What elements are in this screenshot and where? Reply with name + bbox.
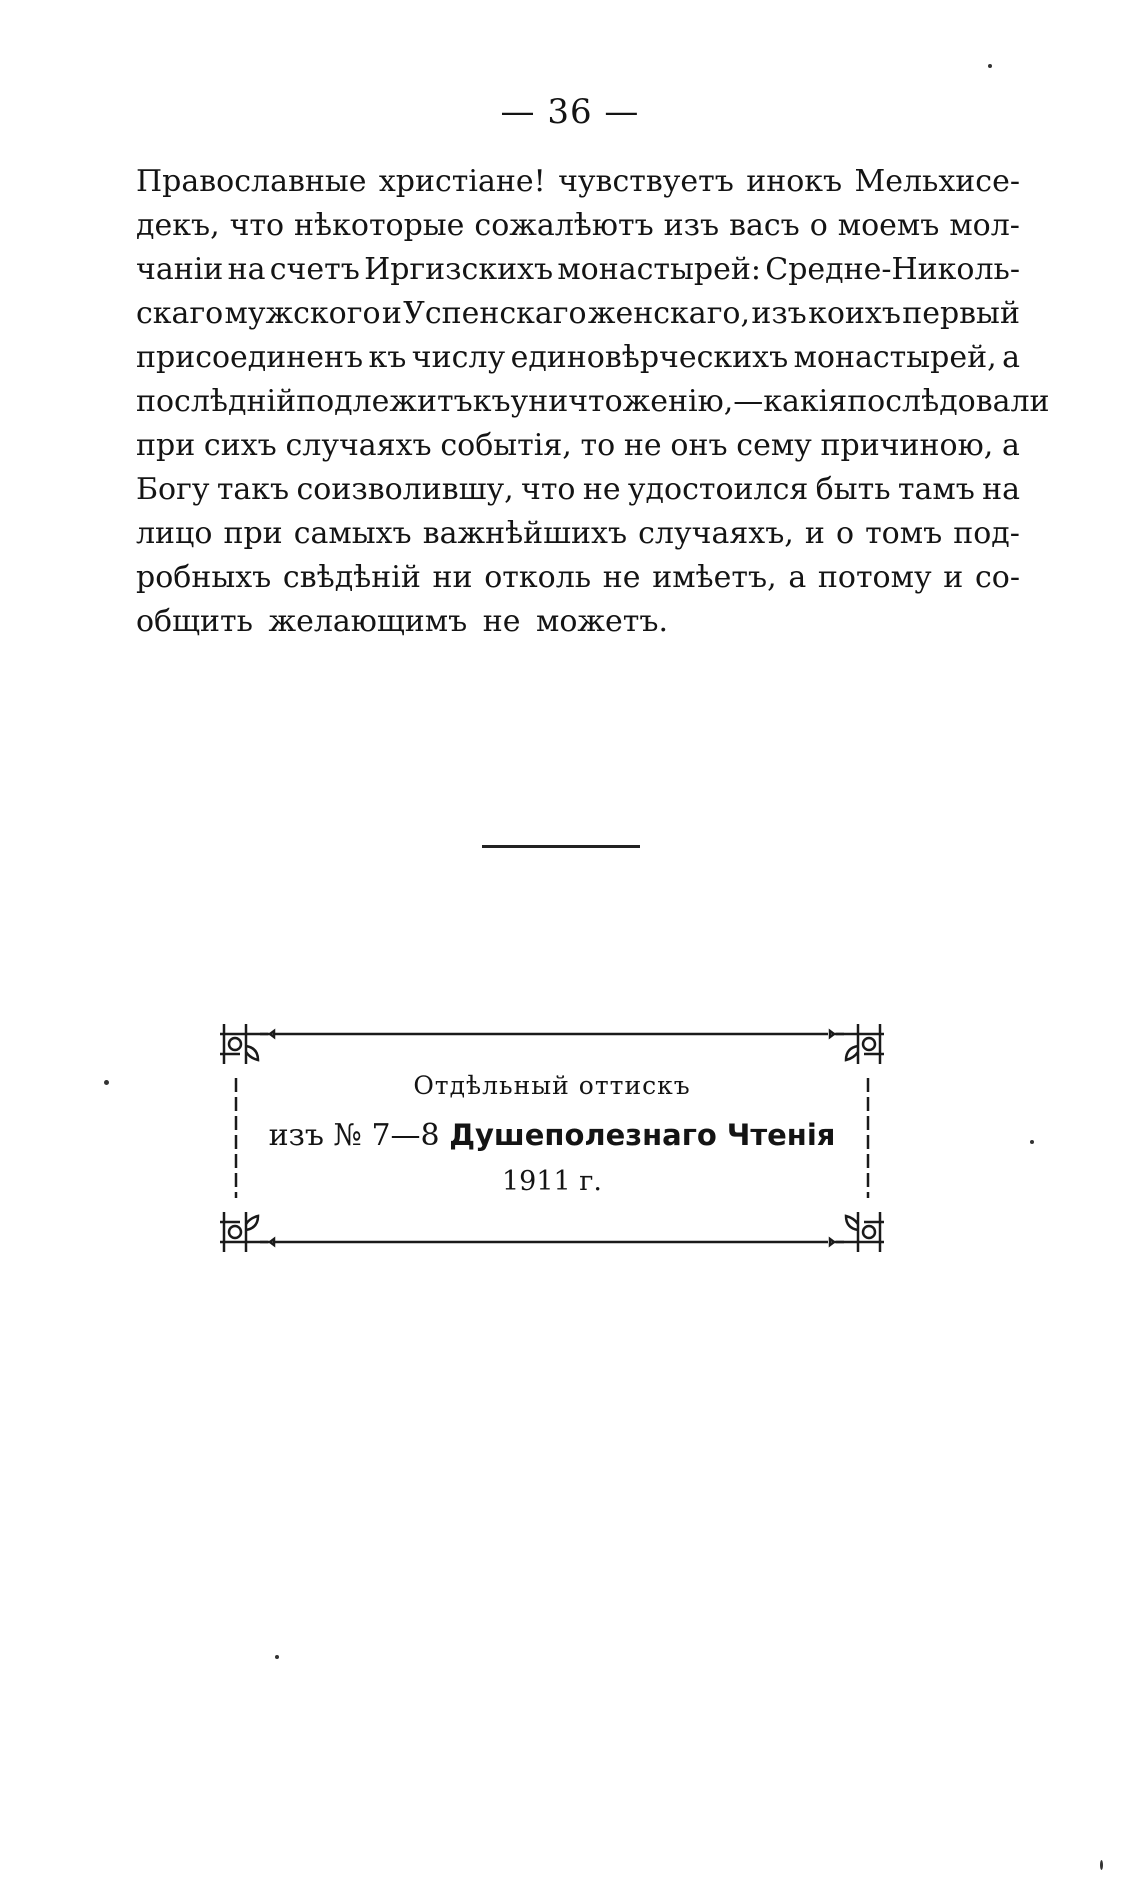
imprint-text bbox=[216, 1062, 888, 1204]
imprint-line-offprint: Отдѣльный оттискъ bbox=[413, 1071, 691, 1100]
scan-speck bbox=[1030, 1140, 1034, 1144]
page-number: — 36 — bbox=[500, 92, 640, 132]
scan-speck bbox=[1100, 1860, 1103, 1870]
scan-speck bbox=[104, 1080, 109, 1085]
imprint-frame bbox=[216, 1020, 888, 1255]
scan-speck bbox=[275, 1655, 279, 1659]
text-line: робныхъ свѣдѣній ни отколь не имѣетъ, а потому и со- bbox=[136, 560, 1020, 595]
text-line: декъ, что нѣкоторые сожалѣютъ изъ васъ о моемъ мол- bbox=[136, 208, 1020, 243]
separator-rule bbox=[482, 845, 640, 848]
text-line: скаго мужского и Успенскаго женскаго, изъ коихъ первый bbox=[136, 296, 1020, 331]
corner-ornament-bottom-right bbox=[830, 1212, 884, 1252]
imprint-issue: изъ № 7—8 bbox=[268, 1118, 440, 1153]
body-text bbox=[136, 160, 1050, 644]
text-line: Православные христiане! чувствуетъ инокъ Мельхисе- bbox=[136, 164, 1020, 199]
scan-speck bbox=[988, 64, 992, 68]
corner-ornament-top-right bbox=[830, 1024, 884, 1064]
text-line: чаніи на счетъ Иргизскихъ монастырей: Средне-Николь- bbox=[136, 252, 1020, 287]
text-line: послѣдній подлежитъ къ уничтоженію,—какія послѣдовали bbox=[136, 384, 1050, 419]
text-line: присоединенъ къ числу единовѣрческихъ монастырей, а bbox=[136, 340, 1020, 375]
corner-ornament-bottom-left bbox=[220, 1212, 274, 1252]
imprint-line-source bbox=[216, 1110, 888, 1160]
corner-ornament-top-left bbox=[220, 1024, 274, 1064]
text-line: общить желающимъ не можетъ. bbox=[136, 604, 668, 639]
text-line: лицо при самыхъ важнѣйшихъ случаяхъ, и о томъ под- bbox=[136, 516, 1020, 551]
imprint-journal-title: Душеполезнаго Чтенія bbox=[449, 1118, 836, 1152]
text-line: при сихъ случаяхъ событія, то не онъ сему причиною, а bbox=[136, 428, 1020, 463]
imprint-year: 1911 г. bbox=[501, 1166, 603, 1197]
text-line: Богу такъ соизволившу, что не удостоился быть тамъ на bbox=[136, 472, 1020, 507]
